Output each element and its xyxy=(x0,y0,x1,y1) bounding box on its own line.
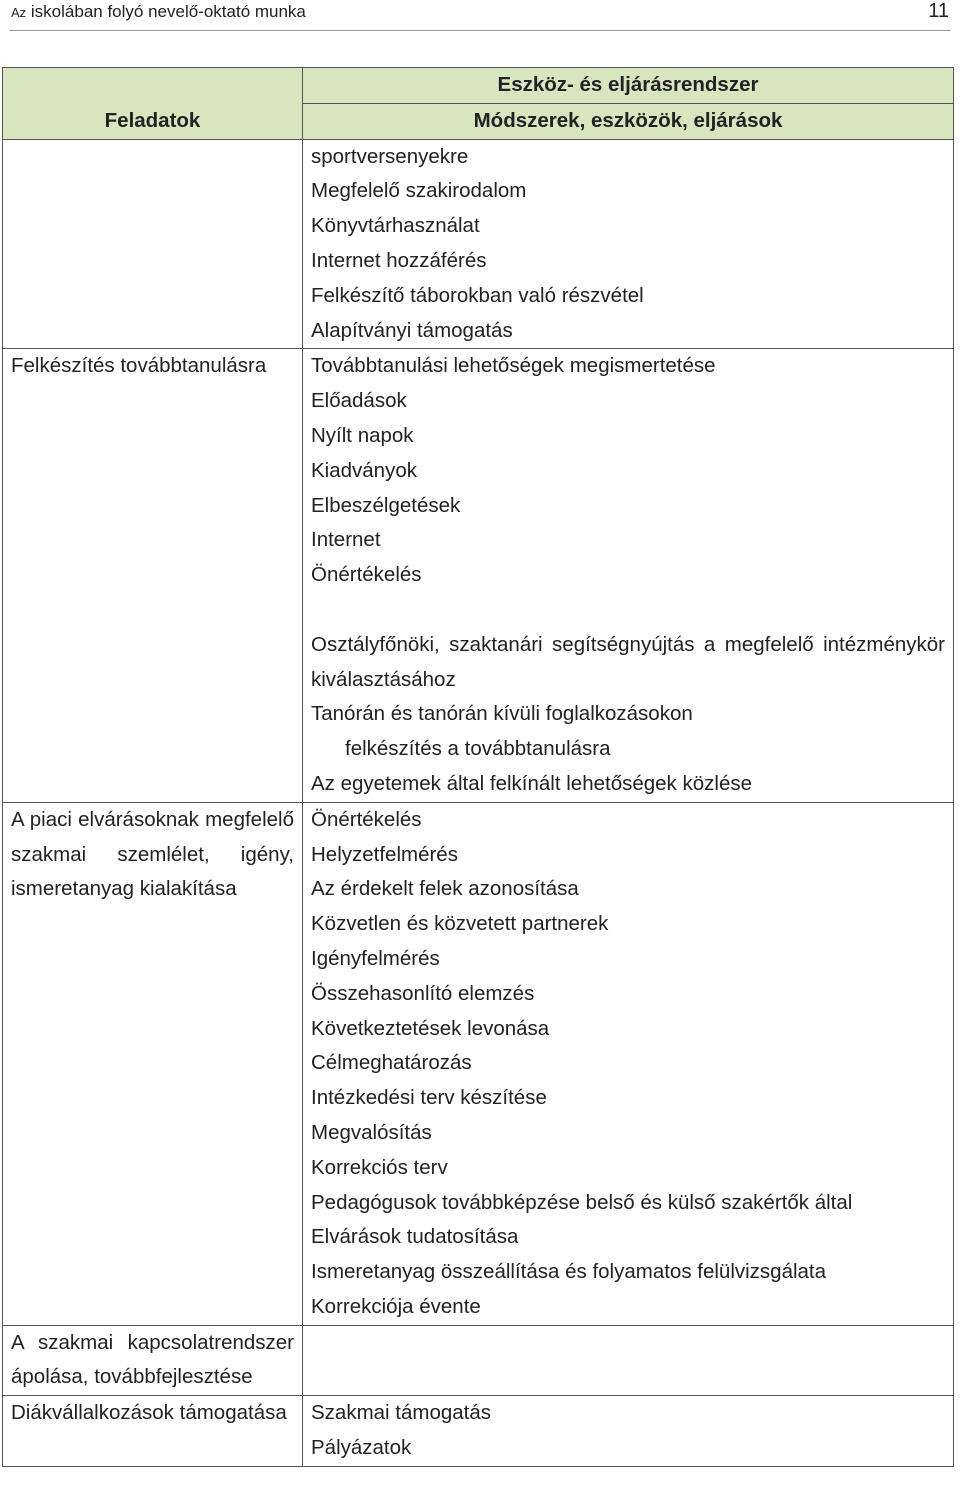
method-item: Pályázatok xyxy=(311,1436,412,1460)
method-paragraph: Osztályfőnöki, szaktanári segítségnyújtás a megfelelő intézménykör kiválasztásához xyxy=(311,632,945,691)
page-number: 11 xyxy=(928,0,949,22)
header-title xyxy=(11,2,306,22)
method-item: Nyílt napok xyxy=(311,423,414,447)
method-item: Pedagógusok továbbképzése belső és külső szakértők által xyxy=(311,1190,853,1214)
method-item: Ismeretanyag összeállítása és folyamatos felülvizsgálata xyxy=(311,1260,827,1284)
method-item: sportversenyekre xyxy=(311,144,469,168)
method-item: Szakmai támogatás xyxy=(311,1401,492,1425)
method-item: Az érdekelt felek azonosítása xyxy=(311,877,579,901)
task-cell xyxy=(3,139,303,349)
method-item: Önértékelés xyxy=(311,807,422,831)
methods-cell xyxy=(303,802,954,1325)
method-item: Elbeszélgetések xyxy=(311,493,461,517)
method-item: Alapítványi támogatás xyxy=(311,318,513,342)
method-item: Megvalósítás xyxy=(311,1120,432,1144)
page-header xyxy=(9,0,951,31)
method-item: Tanórán és tanórán kívüli foglalkozásokon xyxy=(311,702,693,726)
method-item: Megfelelő szakirodalom xyxy=(311,179,527,203)
table-row xyxy=(3,349,954,802)
table-header-row xyxy=(3,68,954,104)
col-header-modszerek: Módszerek, eszközök, eljárások xyxy=(303,103,954,139)
methods-cell xyxy=(303,1396,954,1467)
methods-cell xyxy=(303,349,954,802)
task-cell xyxy=(3,802,303,1325)
method-item: Továbbtanulási lehetőségek megismertetése xyxy=(311,354,716,378)
method-item: Közvetlen és közvetett partnerek xyxy=(311,912,609,936)
task-text: A szakmai kapcsolatrendszer ápolása, továbbfejlesztése xyxy=(11,1330,294,1389)
table-row xyxy=(3,802,954,1325)
method-item: Internet xyxy=(311,528,381,552)
method-item: Következtetések levonása xyxy=(311,1016,550,1040)
method-item: Az egyetemek által felkínált lehetőségek közlése xyxy=(311,771,753,795)
col-header-eszkoz: Eszköz- és eljárásrendszer xyxy=(303,68,954,104)
table-row xyxy=(3,1325,954,1396)
method-item: Korrekciós terv xyxy=(311,1155,448,1179)
method-item: Internet hozzáférés xyxy=(311,248,487,272)
methods-cell-empty xyxy=(303,1325,954,1396)
header-title-prefix: Az xyxy=(11,5,27,20)
method-item: Igényfelmérés xyxy=(311,946,440,970)
method-item-indented: felkészítés a továbbtanulásra xyxy=(345,737,611,761)
methods-table xyxy=(2,67,954,1467)
col-header-feladatok: Feladatok xyxy=(3,68,303,140)
page-break-gap xyxy=(311,593,945,628)
methods-cell xyxy=(303,139,954,349)
task-cell xyxy=(3,1325,303,1396)
table-row xyxy=(3,1396,954,1467)
method-item: Felkészítő táborokban való részvétel xyxy=(311,283,644,307)
task-cell xyxy=(3,1396,303,1467)
method-item: Célmeghatározás xyxy=(311,1051,472,1075)
task-text: Diákvállalkozások támogatása xyxy=(11,1401,287,1425)
task-cell xyxy=(3,349,303,802)
method-item: Helyzetfelmérés xyxy=(311,842,458,866)
table-row xyxy=(3,139,954,349)
method-item: Előadások xyxy=(311,389,407,413)
method-item: Korrekciója évente xyxy=(311,1294,481,1318)
task-text: A piaci elvárásoknak megfelelő szakmai szemlélet, igény, ismeretanyag kialakítása xyxy=(11,807,294,901)
method-item: Összehasonlító elemzés xyxy=(311,981,535,1005)
method-item: Könyvtárhasználat xyxy=(311,214,480,238)
method-item: Önértékelés xyxy=(311,563,422,587)
method-item: Kiadványok xyxy=(311,458,417,482)
header-title-rest: iskolában folyó nevelő-oktató munka xyxy=(26,2,306,21)
method-item: Elvárások tudatosítása xyxy=(311,1225,519,1249)
task-text: Felkészítés továbbtanulásra xyxy=(11,354,267,378)
method-item: Intézkedési terv készítése xyxy=(311,1086,547,1110)
